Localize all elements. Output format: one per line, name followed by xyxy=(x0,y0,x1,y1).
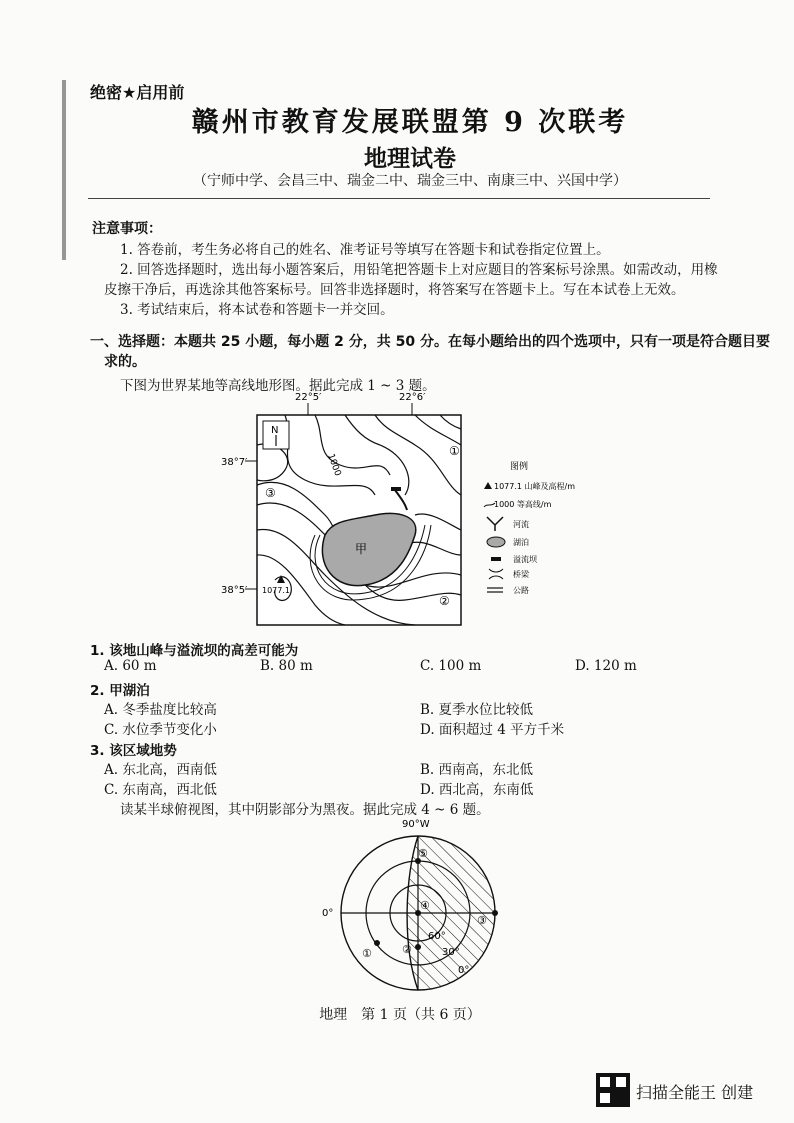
section-heading: 一、选择题：本题共 25 小题，每小题 2 分，共 50 分。在每小题给出的四个选项中，只有一项是符合题目要 xyxy=(90,334,770,350)
scanner-watermark: 扫描全能王 创建 xyxy=(636,1083,754,1102)
legend-bridge: 桥梁 xyxy=(513,570,529,579)
lat30-label: 30° xyxy=(442,947,460,958)
option: B. 夏季水位比较低 xyxy=(420,702,534,718)
lat-label-1: 38°7′ xyxy=(221,457,248,468)
option: D. 面积超过 4 平方千米 xyxy=(420,722,565,738)
lake-label: 甲 xyxy=(355,542,368,556)
legend-peak-icon xyxy=(484,482,492,489)
question-stem: 3. 该区域地势 xyxy=(90,743,177,759)
contour-value: 1000 xyxy=(325,452,343,478)
legend-contour: 1000 等高线/m xyxy=(494,500,552,509)
option: C. 东南高，西北低 xyxy=(104,782,217,798)
legend-road: 公路 xyxy=(513,586,529,595)
legend-title: 图例 xyxy=(510,462,529,472)
notice-heading: 注意事项： xyxy=(92,221,162,237)
exam-title: 赣州市教育发展联盟第 9 次联考 xyxy=(191,107,629,138)
option: A. 冬季盐度比较高 xyxy=(104,702,217,718)
option: C. 水位季节变化小 xyxy=(104,722,217,738)
option: C. 100 m xyxy=(420,658,482,674)
notice-item: 皮擦干净后，再选涂其他答案标号。回答非选择题时，将答案写在答题卡上。写在本试卷上无效。 xyxy=(104,282,685,298)
confidential-mark: 绝密★启用前 xyxy=(90,83,185,102)
point-4: ④ xyxy=(420,899,430,912)
north-letter: N xyxy=(271,425,279,436)
marker-2: ② xyxy=(439,594,450,608)
notice-item: 1. 答卷前，考生务必将自己的姓名、准考证号等填写在答题卡和试卷指定位置上。 xyxy=(120,242,610,258)
option: D. 西北高，东南低 xyxy=(420,782,534,798)
legend-dam: 溢流坝 xyxy=(513,555,537,564)
lat-label-2: 38°5′ xyxy=(221,585,248,596)
point-1-dot xyxy=(374,940,380,946)
marker-1: ① xyxy=(449,444,460,458)
marker-3: ③ xyxy=(265,486,276,500)
section-heading-cont: 求的。 xyxy=(104,354,146,370)
question-stem: 1. 该地山峰与溢流坝的高差可能为 xyxy=(90,643,299,659)
option: B. 80 m xyxy=(260,658,313,674)
top-meridian-label: 90°W xyxy=(402,819,430,830)
notice-item: 3. 考试结束后，将本试卷和答题卡一并交回。 xyxy=(120,302,394,318)
header-divider xyxy=(88,198,710,199)
option: A. 东北高，西南低 xyxy=(104,762,217,778)
legend-peak: 1077.1 山峰及高程/m xyxy=(494,482,576,491)
point-2: ② xyxy=(402,943,412,956)
legend-river-icon xyxy=(487,517,503,531)
lon-label-2: 22°6′ xyxy=(399,392,426,403)
lat0-label: 0° xyxy=(458,965,470,976)
legend-lake: 湖泊 xyxy=(513,538,529,547)
binding-margin xyxy=(62,80,66,260)
point-5: ⑤ xyxy=(418,847,428,860)
question-stem: 2. 甲湖泊 xyxy=(90,683,150,699)
option: D. 120 m xyxy=(575,658,637,674)
school-list: （宁师中学、会昌三中、瑞金二中、瑞金三中、南康三中、兴国中学） xyxy=(193,173,627,189)
option: A. 60 m xyxy=(104,658,157,674)
dam-marker xyxy=(391,487,401,491)
lat60-label: 60° xyxy=(428,931,446,942)
notice-item: 2. 回答选择题时，选出每小题答案后，用铅笔把答题卡上对应题目的答案标号涂黑。如需改动，用橡 xyxy=(120,262,718,278)
option: B. 西南高，东北低 xyxy=(420,762,534,778)
point-3: ③ xyxy=(477,914,487,927)
point-2-dot xyxy=(415,944,421,950)
point-1: ① xyxy=(362,947,372,960)
contour-map-figure xyxy=(215,385,645,633)
qr-code-icon xyxy=(596,1073,630,1107)
legend-river: 河流 xyxy=(513,520,529,529)
page-footer: 地理 第 1 页（共 6 页） xyxy=(319,1007,481,1023)
subject-title: 地理试卷 xyxy=(364,146,456,172)
legend-lake-icon xyxy=(487,537,505,547)
legend-dam-icon xyxy=(491,557,501,561)
polar-view-figure xyxy=(320,815,510,995)
legend-bridge-icon xyxy=(489,569,503,579)
peak-elevation: 1077.1 xyxy=(262,586,290,595)
left-meridian-label: 0° xyxy=(322,908,334,919)
globe-intro: 读某半球俯视图，其中阴影部分为黑夜。据此完成 4 ~ 6 题。 xyxy=(120,802,490,818)
lon-label-1: 22°5′ xyxy=(295,392,322,403)
point-3-dot xyxy=(492,910,498,916)
map-intro: 下图为世界某地等高线地形图。据此完成 1 ~ 3 题。 xyxy=(120,378,436,394)
